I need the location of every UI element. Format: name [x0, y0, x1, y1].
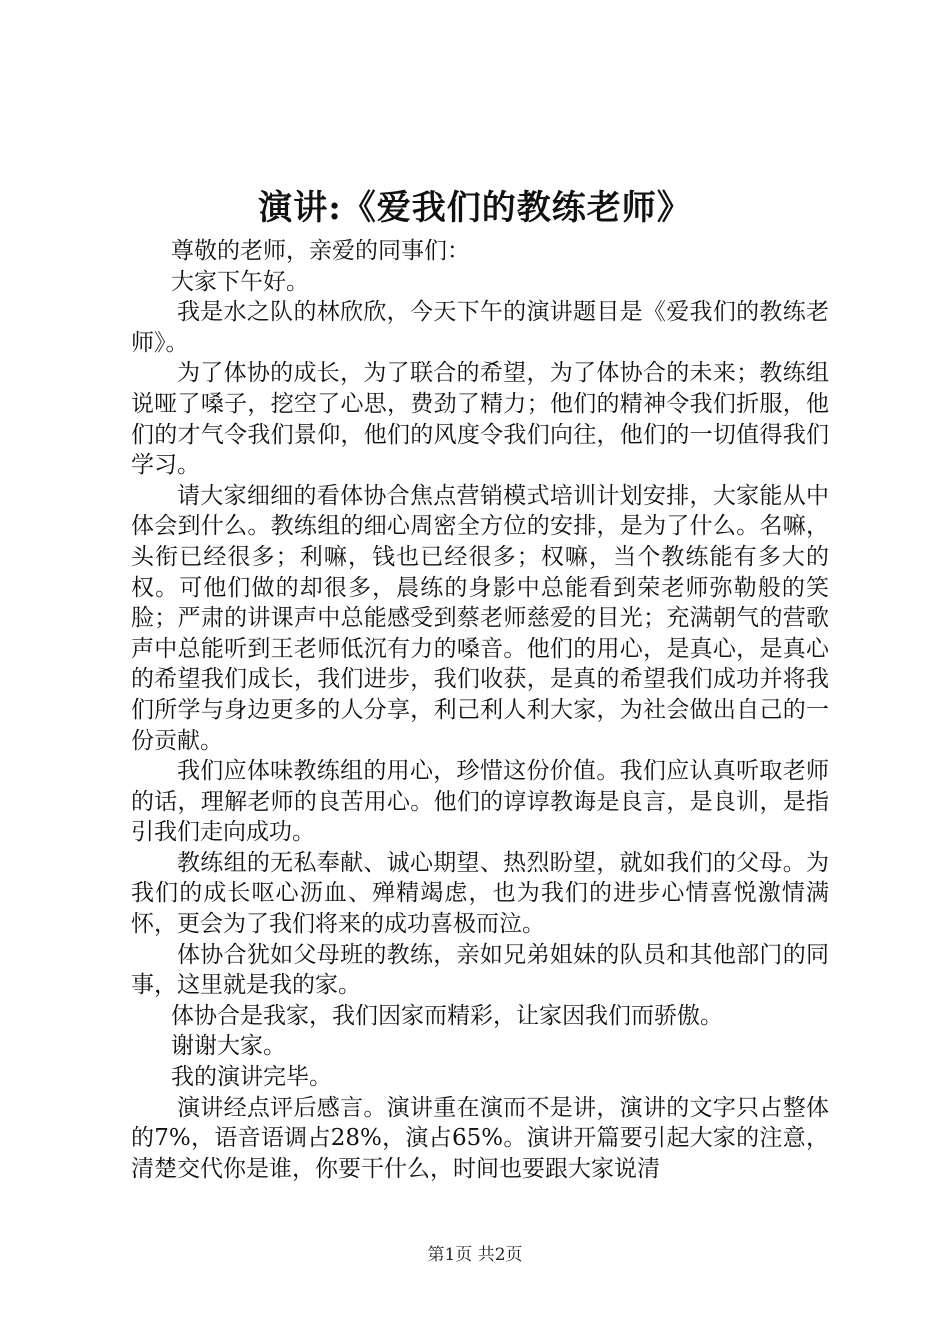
paragraph-coaches-dedication: 为了体协的成长，为了联合的希望，为了体协合的未来；教练组说哑了嗓子，挖空了心思，费劲了精力；他们的精神令我们折服，他们的才气令我们景仰，他们的风度令我们向往，他们的一切值得我们学习。	[131, 360, 829, 479]
paragraph-thanks: 谢谢大家。	[171, 1033, 286, 1060]
paragraph-introduction: 我是水之队的林欣欣，今天下午的演讲题目是《爱我们的教练老师》。	[131, 299, 829, 356]
paragraph-appreciation: 我们应体味教练组的用心，珍惜这份价值。我们应认真听取老师的话，理解老师的良苦用心。他们的谆谆教诲是良言，是良训，是指引我们走向成功。	[131, 758, 829, 846]
paragraph-family: 体协合犹如父母班的教练，亲如兄弟姐妹的队员和其他部门的同事，这里就是我的家。	[131, 941, 829, 999]
paragraph-reflection: 演讲经点评后感言。演讲重在演而不是讲，演讲的文字只占整体的7%，语音语调占28%，演占65%。演讲开篇要引起大家的注意，清楚交代你是谁，你要干什么，时间也要跟大家说清	[131, 1094, 829, 1182]
document-title: 演讲:《爱我们的教练老师》	[258, 188, 692, 228]
paragraph-home: 体协合是我家，我们因家而精彩，让家因我们而骄傲。	[171, 1002, 723, 1029]
paragraph-greeting: 尊敬的老师，亲爱的同事们：	[171, 238, 470, 264]
paragraph-training-plan: 请大家细细的看体协合焦点营销模式培训计划安排，大家能从中体会到什么。教练组的细心周密全方位的安排，是为了什么。名嘛，头衔已经很多；利嘛，钱也已经很多；权嘛，当个教练能有多大的权。可他们做的却很多，晨练的身影中总能看到荣老师弥勒般的笑脸；严肃的讲课声中总能感受到蔡老师慈爱的目光；充满朝气的营歌声中总能听到王老师低沉有力的嗓音。他们的用心，是真心，是真心的希望我们成长，我们进步，我们收获，是真的希望我们成功并将我们所学与身边更多的人分享，利己利人利大家，为社会做出自己的一份贡献。	[131, 482, 829, 754]
paragraph-like-parents: 教练组的无私奉献、诚心期望、热烈盼望，就如我们的父母。为我们的成长呕心沥血、殚精竭虑，也为我们的进步心情喜悦激情满怀，更会为了我们将来的成功喜极而泣。	[131, 849, 829, 938]
paragraph-closing: 我的演讲完毕。	[171, 1064, 332, 1091]
page-number-footer: 第1页 共2页	[427, 1245, 523, 1265]
document-body	[131, 236, 829, 1184]
paragraph-good-afternoon: 大家下午好。	[171, 268, 309, 295]
